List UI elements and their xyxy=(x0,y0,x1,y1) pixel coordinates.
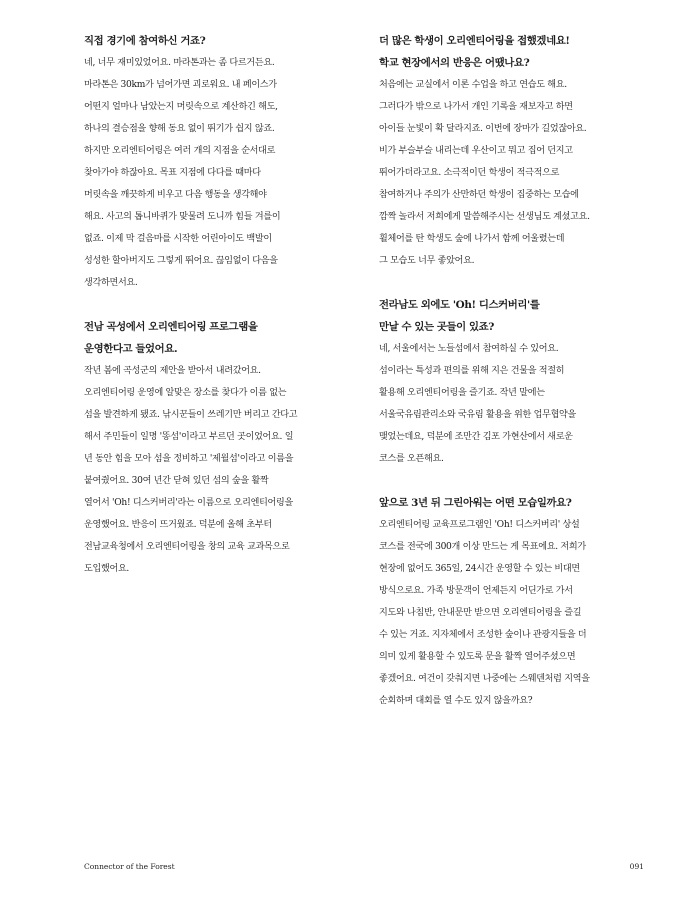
interview-answer xyxy=(84,52,362,294)
answer-line: 머릿속을 깨끗하게 비우고 다음 행동을 생각해야 xyxy=(84,190,267,200)
interview-question xyxy=(84,30,362,52)
answer-line: 방식으로요. 가족 방문객이 언제든지 어딘가로 가서 xyxy=(379,586,573,596)
answer-line: 운영했어요. 반응이 뜨거웠죠. 덕분에 올해 초부터 xyxy=(84,520,272,530)
interview-answer xyxy=(379,74,645,272)
interview-answer xyxy=(379,338,645,470)
answer-line: 하지만 오리엔티어링은 여러 개의 지점을 순서대로 xyxy=(84,146,276,156)
answer-line: 현장에 없어도 365일, 24시간 운영할 수 있는 비대면 xyxy=(379,564,580,574)
interview-question xyxy=(379,294,645,338)
question-line: 운영한다고 들었어요. xyxy=(84,343,178,355)
answer-line: 도입했어요. xyxy=(84,564,130,574)
answer-line: 뛰어가더라고요. 소극적이던 학생이 적극적으로 xyxy=(379,168,560,178)
answer-line: 없죠. 이제 막 걸음마를 시작한 어린아이도 백발이 xyxy=(84,234,272,244)
answer-line: 생각하면서요. xyxy=(84,278,138,288)
answer-line: 좋겠어요. 여건이 갖춰지면 나중에는 스웨덴처럼 지역을 xyxy=(379,674,590,684)
interview-block xyxy=(84,316,362,580)
answer-line: 네, 서울에서는 노들섬에서 참여하실 수 있어요. xyxy=(379,344,559,354)
answer-line: 아이들 눈빛이 확 달라지죠. 이번에 장마가 길었잖아요. xyxy=(379,124,587,134)
right-column xyxy=(379,30,645,712)
answer-line: 그 모습도 너무 좋았어요. xyxy=(379,256,475,266)
answer-line: 섬이라는 특성과 편의를 위해 지은 건물을 적절히 xyxy=(379,366,565,376)
answer-line: 찾아가야 하잖아요. 목표 지점에 다다를 때마다 xyxy=(84,168,261,178)
left-column xyxy=(84,30,362,580)
answer-line: 오리엔티어링 교육프로그램인 'Oh! 디스커버리' 상설 xyxy=(379,520,580,530)
answer-line: 그러다가 밖으로 나가서 개인 기록을 재보자고 하면 xyxy=(379,102,573,112)
answer-line: 순회하며 대회를 열 수도 있지 않을까요? xyxy=(379,696,533,706)
paragraph-gap xyxy=(379,272,645,294)
answer-line: 처음에는 교실에서 이론 수업을 하고 연습도 해요. xyxy=(379,80,567,90)
answer-line: 코스를 전국에 300개 이상 만드는 게 목표에요. 저희가 xyxy=(379,542,586,552)
answer-line: 비가 부슬부슬 내리는데 우산이고 뭐고 집어 던지고 xyxy=(379,146,573,156)
interview-question xyxy=(84,316,362,360)
answer-line: 코스를 오픈해요. xyxy=(379,454,444,464)
answer-line: 지도와 나침반, 안내문만 받으면 오리엔티어링을 즐길 xyxy=(379,608,582,618)
question-line: 전라남도 외에도 'Oh! 디스커버리'를 xyxy=(379,299,540,311)
answer-line: 열어서 'Oh! 디스커버리'라는 이름으로 오리엔티어링을 xyxy=(84,498,294,508)
question-line: 앞으로 3년 뒤 그린아워는 어떤 모습일까요? xyxy=(379,497,572,509)
answer-line: 맺었는데요, 덕분에 조만간 김포 가현산에서 새로운 xyxy=(379,432,573,442)
answer-line: 작년 봄에 곡성군의 제안을 받아서 내려갔어요. xyxy=(84,366,261,376)
interview-question xyxy=(379,30,645,74)
interview-block xyxy=(379,30,645,272)
answer-line: 전남교육청에서 오리엔티어링을 창의 교육 교과목으로 xyxy=(84,542,290,552)
answer-line: 섬을 발견하게 됐죠. 낚시꾼들이 쓰레기만 버리고 간다고 xyxy=(84,410,298,420)
answer-line: 하나의 결승점을 향해 동요 없이 뛰기가 쉽지 않죠. xyxy=(84,124,275,134)
answer-line: 성성한 할아버지도 그렇게 뛰어요. 끊임없이 다음을 xyxy=(84,256,278,266)
paragraph-gap xyxy=(84,294,362,316)
answer-line: 네, 너무 재미있었어요. 마라톤과는 좀 다르거든요. xyxy=(84,58,275,68)
question-line: 더 많은 학생이 오리엔티어링을 접했겠네요! xyxy=(379,35,570,47)
answer-line: 붙여줬어요. 30여 년간 닫혀 있던 섬의 숲을 활짝 xyxy=(84,476,269,486)
question-line: 학교 현장에서의 반응은 어땠나요? xyxy=(379,57,530,69)
answer-line: 마라톤은 30km가 넘어가면 괴로워요. 내 페이스가 xyxy=(84,80,277,90)
answer-line: 해요. 사고의 톱니바퀴가 맞물려 도니까 힘들 겨를이 xyxy=(84,212,281,222)
answer-line: 서울국유림관리소와 국유림 활용을 위한 업무협약을 xyxy=(379,410,577,420)
page-number: 091 xyxy=(629,862,644,871)
answer-line: 활용해 오리엔티어링을 즐기죠. 작년 말에는 xyxy=(379,388,545,398)
answer-line: 참여하거나 주의가 산만하던 학생이 집중하는 모습에 xyxy=(379,190,579,200)
question-line: 직접 경기에 참여하신 거죠? xyxy=(84,35,206,47)
interview-block xyxy=(379,492,645,712)
interview-question xyxy=(379,492,645,514)
interview-block xyxy=(84,30,362,294)
answer-line: 휠체어를 탄 학생도 숲에 나가서 함께 어울렸는데 xyxy=(379,234,565,244)
interview-block xyxy=(379,294,645,470)
footer-title: Connector of the Forest xyxy=(84,862,175,871)
question-line: 전남 곡성에서 오리엔티어링 프로그램을 xyxy=(84,321,258,333)
answer-line: 의미 있게 활용할 수 있도록 문을 활짝 열어주셨으면 xyxy=(379,652,576,662)
interview-answer xyxy=(379,514,645,712)
question-line: 만날 수 있는 곳들이 있죠? xyxy=(379,321,494,333)
answer-line: 어떤지 얼마나 남았는지 머릿속으로 계산하긴 해도, xyxy=(84,102,278,112)
paragraph-gap xyxy=(379,470,645,492)
interview-answer xyxy=(84,360,362,580)
answer-line: 오리엔티어링 운영에 알맞은 장소를 찾다가 이름 없는 xyxy=(84,388,287,398)
answer-line: 깜짝 놀라서 저희에게 말씀해주시는 선생님도 계셨고요. xyxy=(379,212,590,222)
answer-line: 년 동안 힘을 모아 섬을 정비하고 '제월섬'이라고 이름을 xyxy=(84,454,294,464)
answer-line: 수 있는 거죠. 지자체에서 조성한 숲이나 관광지들을 더 xyxy=(379,630,587,640)
answer-line: 해서 주민들이 일명 '똥섬'이라고 부르던 곳이었어요. 일 xyxy=(84,432,294,442)
